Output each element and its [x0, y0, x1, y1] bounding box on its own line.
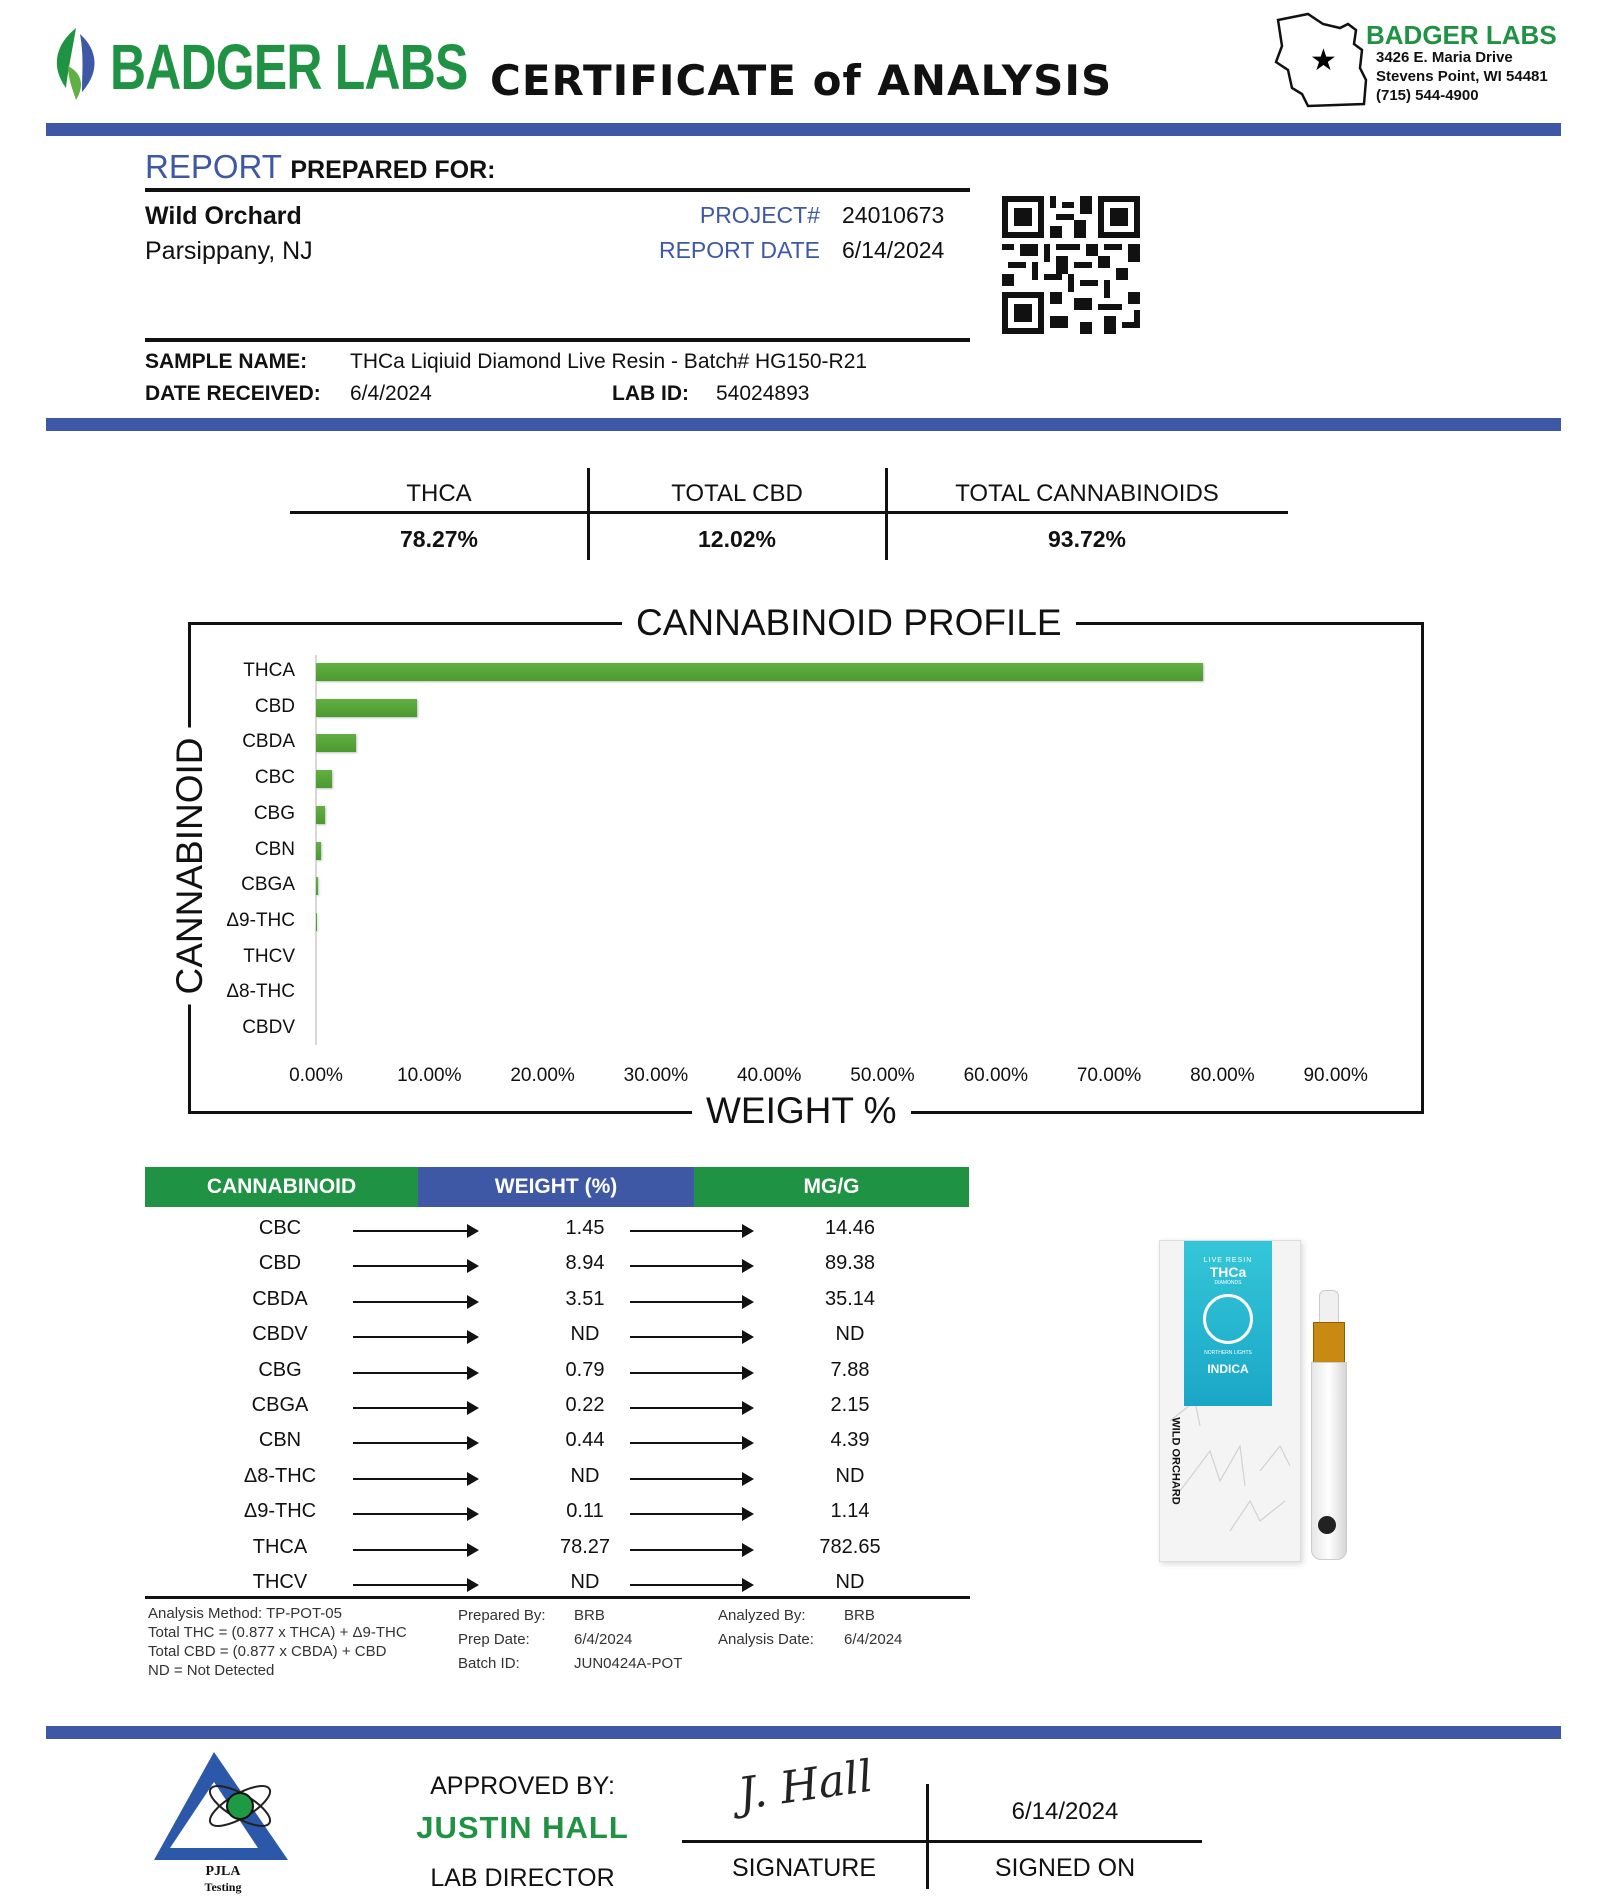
mgg-cell: 35.14: [824, 1287, 876, 1310]
chart-tick-label: 20.00%: [510, 1065, 575, 1086]
cannabinoid-cell: CBN: [258, 1429, 302, 1452]
mgg-cell: 14.46: [824, 1217, 876, 1239]
chart-tick-label: 0.00%: [289, 1065, 343, 1086]
arrow-icon: [630, 1478, 752, 1480]
table-row: [145, 1459, 965, 1494]
approver-name: JUSTIN HALL: [416, 1810, 629, 1845]
weight-cell: 1.45: [565, 1217, 605, 1239]
prepared-by-value: BRB: [574, 1607, 605, 1624]
report-rule-bottom: [145, 338, 970, 342]
summary-label: TOTAL CANNABINOIDS: [955, 480, 1219, 507]
box-strain: NORTHERN LIGHTS: [1204, 1350, 1252, 1356]
signature-vrule: [926, 1784, 929, 1889]
table-row: [145, 1353, 965, 1388]
badger-labs-logo: [46, 26, 468, 103]
project-label: PROJECT#: [699, 202, 820, 228]
analysis-date-label: Analysis Date:: [718, 1631, 814, 1648]
qr-code[interactable]: [1002, 196, 1140, 334]
arrow-icon: [353, 1265, 477, 1267]
summary-table: [290, 468, 1288, 560]
summary-value: 93.72%: [1047, 526, 1126, 552]
signed-on-value: 6/14/2024: [1011, 1798, 1119, 1825]
chart-x-axis-label: WEIGHT %: [692, 1090, 911, 1132]
mgg-cell: 89.38: [824, 1252, 876, 1275]
mgg-cell: 4.39: [830, 1429, 870, 1452]
chart-tick-label: 70.00%: [1076, 1065, 1142, 1086]
chart-category-label: CBG: [253, 802, 295, 824]
lab-address-1: 3426 E. Maria Drive: [1376, 49, 1513, 66]
weight-cell: ND: [570, 1571, 600, 1593]
prep-values: [574, 1604, 682, 1676]
lab-address-2: Stevens Point, WI 54481: [1376, 68, 1548, 85]
chart-tick-label: 30.00%: [623, 1065, 689, 1086]
summary-col-thca: [290, 468, 588, 560]
approver-title: LAB DIRECTOR: [430, 1864, 615, 1892]
arrow-icon: [630, 1265, 752, 1267]
sample-name-label: SAMPLE NAME:: [145, 350, 308, 373]
summary-col-total-cbd: [588, 468, 886, 560]
chart-category-label: CBD: [254, 695, 295, 717]
pjla-accreditation-icon: [148, 1748, 298, 1868]
chart-tick-label: 90.00%: [1303, 1065, 1368, 1086]
pjla-badge: [148, 1748, 298, 1898]
chart-tick-label: 60.00%: [963, 1065, 1029, 1086]
chart-category-label: CBC: [254, 767, 295, 789]
chart-category-label: Δ9-THC: [226, 909, 295, 931]
product-image: [1155, 1238, 1365, 1568]
total-cbd-formula: Total CBD = (0.877 x CBDA) + CBD: [148, 1643, 387, 1660]
project-value: 24010673: [842, 202, 945, 228]
table-row: [145, 1423, 965, 1458]
product-box: [1159, 1240, 1301, 1562]
chart-bar: [316, 663, 1203, 681]
arrow-icon: [630, 1407, 752, 1409]
summary-hrule: [290, 511, 1288, 514]
box-emblem-icon: [1203, 1294, 1253, 1344]
chart-category-label: CBDV: [242, 1017, 295, 1038]
summary-vrule-2: [885, 468, 888, 560]
cannabinoid-cell: THCA: [252, 1535, 308, 1558]
arrow-icon: [353, 1372, 477, 1374]
prepared-by-label: Prepared By:: [458, 1607, 546, 1624]
summary-label: THCA: [406, 480, 472, 507]
summary-vrule-1: [587, 468, 590, 560]
prep-date-value: 6/4/2024: [574, 1631, 633, 1648]
chart-tick-label: 40.00%: [736, 1065, 802, 1086]
chart-bar: [316, 842, 321, 860]
client-name: Wild Orchard: [145, 202, 302, 230]
pen-cartridge: [1313, 1322, 1345, 1364]
arrow-icon: [353, 1478, 477, 1480]
client-location: Parsippany, NJ: [145, 237, 313, 265]
logo-text: BADGER LABS: [110, 31, 468, 103]
summary-value: 12.02%: [697, 526, 776, 552]
pen-logo-icon: [1318, 1516, 1336, 1534]
chart-y-axis-label: CANNABINOID: [169, 728, 211, 1005]
mgg-cell: ND: [835, 1571, 865, 1593]
mgg-cell: ND: [835, 1323, 865, 1346]
wisconsin-map-icon: [1268, 10, 1374, 110]
signature-label: SIGNATURE: [732, 1854, 876, 1882]
summary-col-total-cannabinoids: [886, 468, 1288, 560]
total-thc-formula: Total THC = (0.877 x THCA) + Δ9-THC: [148, 1624, 407, 1641]
arrow-icon: [630, 1301, 752, 1303]
arrow-icon: [353, 1407, 477, 1409]
batch-id-label: Batch ID:: [458, 1655, 520, 1672]
chart-category-label: CBN: [254, 838, 295, 860]
cannabinoid-cell: CBDA: [252, 1287, 308, 1310]
mgg-cell: 1.14: [830, 1500, 870, 1523]
box-line1: LIVE RESIN: [1203, 1257, 1253, 1264]
notes-block: [148, 1604, 407, 1680]
chart-category-label: THCA: [243, 660, 295, 681]
approved-by-label: APPROVED BY:: [430, 1772, 615, 1800]
mgg-cell: 7.88: [830, 1358, 870, 1381]
chart-tick-label: 80.00%: [1190, 1065, 1255, 1086]
lab-id-label: LAB ID:: [612, 382, 689, 405]
cannabinoid-cell: CBG: [258, 1358, 302, 1381]
box-type: INDICA: [1207, 1362, 1249, 1376]
report-word: REPORT: [145, 148, 282, 185]
analysis-method: Analysis Method: TP-POT-05: [148, 1605, 342, 1622]
chart-category-label: CBGA: [241, 874, 295, 896]
chart-bar: [316, 770, 332, 788]
footer-divider: [46, 1726, 1561, 1739]
lab-name: BADGER LABS: [1366, 20, 1557, 50]
analysis-values: [844, 1604, 902, 1652]
table-bottom-rule: [145, 1596, 970, 1599]
arrow-icon: [630, 1336, 752, 1338]
arrow-icon: [630, 1549, 752, 1551]
mgg-cell: 782.65: [819, 1535, 881, 1558]
table-row: [145, 1388, 965, 1423]
table-row: [145, 1211, 965, 1246]
vape-pen: [1309, 1290, 1347, 1560]
pjla-text: PJLA: [205, 1864, 241, 1879]
pjla-sub: Testing: [204, 1880, 242, 1894]
arrow-icon: [630, 1230, 752, 1232]
arrow-icon: [353, 1230, 477, 1232]
page-title: CERTIFICATE of ANALYSIS: [490, 56, 1113, 105]
analysis-date-value: 6/4/2024: [844, 1631, 903, 1648]
weight-cell: 0.79: [565, 1358, 605, 1381]
prep-date-label: Prep Date:: [458, 1631, 530, 1648]
prep-labels: [458, 1604, 546, 1676]
report-heading: [145, 148, 495, 186]
mgg-cell: 2.15: [830, 1394, 870, 1416]
arrow-icon: [630, 1584, 752, 1586]
weight-cell: 0.11: [566, 1500, 604, 1523]
weight-cell: 8.94: [565, 1252, 605, 1275]
analysis-labels: [718, 1604, 814, 1652]
cannabinoid-cell: CBC: [258, 1217, 302, 1239]
chart-category-label: Δ8-THC: [226, 981, 295, 1003]
cannabinoid-cell: CBD: [258, 1252, 302, 1275]
chart-bar: [316, 877, 318, 895]
chart-title: CANNABINOID PROFILE: [622, 602, 1076, 644]
signature-hrule: [682, 1840, 1202, 1843]
lab-id-value: 54024893: [716, 382, 810, 405]
weight-cell: 78.27: [559, 1535, 611, 1558]
chart-bar: [316, 699, 417, 717]
analyzed-by-label: Analyzed By:: [718, 1607, 806, 1624]
report-date-label: REPORT DATE: [658, 237, 820, 263]
mgg-cell: ND: [835, 1464, 865, 1487]
cannabinoid-cell: Δ9-THC: [243, 1500, 317, 1523]
chart-frame: [188, 622, 1424, 1114]
arrow-icon: [353, 1584, 477, 1586]
weight-cell: 0.44: [565, 1429, 605, 1452]
arrow-icon: [353, 1336, 477, 1338]
table-header-mgg: MG/G: [694, 1167, 969, 1207]
sample-name-value: THCa Liqiuid Diamond Live Resin - Batch# HG150-R21: [350, 350, 868, 373]
table-row: [145, 1494, 965, 1529]
chart-category-label: CBDA: [242, 731, 295, 753]
signed-on-label: SIGNED ON: [994, 1854, 1136, 1882]
pen-tip: [1319, 1290, 1339, 1324]
summary-value: 78.27%: [399, 526, 478, 552]
box-line3: DIAMONDS: [1214, 1280, 1242, 1286]
chart-bar: [316, 806, 325, 824]
report-rule-top: [145, 188, 970, 192]
cannabinoid-cell: CBGA: [251, 1394, 309, 1416]
arrow-icon: [353, 1513, 477, 1515]
chart-category-label: THCV: [243, 945, 295, 967]
table-row: [145, 1530, 965, 1565]
table-row: [145, 1317, 965, 1352]
cannabinoid-cell: CBDV: [252, 1323, 308, 1346]
analyzed-by-value: BRB: [844, 1607, 875, 1624]
product-label-panel: [1184, 1241, 1272, 1406]
chart-tick-label: 50.00%: [850, 1065, 915, 1086]
batch-id-value: JUN0424A-POT: [574, 1655, 683, 1672]
arrow-icon: [630, 1513, 752, 1515]
summary-label: TOTAL CBD: [671, 480, 803, 507]
sample-divider: [46, 418, 1561, 431]
weight-cell: 0.22: [565, 1394, 605, 1416]
chart-tick-label: 10.00%: [397, 1065, 462, 1086]
report-date-value: 6/14/2024: [842, 237, 945, 263]
signature-script: J. Hall: [735, 1750, 876, 1821]
weight-cell: ND: [570, 1323, 600, 1346]
arrow-icon: [630, 1442, 752, 1444]
lab-phone: (715) 544-4900: [1376, 87, 1479, 104]
leaf-logo-icon: [46, 26, 102, 102]
nd-legend: ND = Not Detected: [148, 1662, 275, 1679]
date-received-label: DATE RECEIVED:: [145, 382, 321, 405]
weight-cell: ND: [570, 1464, 600, 1487]
table-row: [145, 1565, 965, 1600]
box-line2: THCa: [1209, 1264, 1247, 1280]
arrow-icon: [353, 1301, 477, 1303]
chart-bar: [316, 734, 356, 752]
weight-cell: 3.51: [565, 1287, 605, 1310]
svg-text:★: ★: [1310, 43, 1337, 78]
header-divider: [46, 123, 1561, 136]
table-row: [145, 1282, 965, 1317]
cannabinoid-cell: THCV: [252, 1571, 308, 1593]
box-brand: WILD ORCHARD: [1169, 1417, 1182, 1505]
arrow-icon: [630, 1372, 752, 1374]
table-row: [145, 1246, 965, 1281]
cannabinoid-cell: Δ8-THC: [243, 1464, 317, 1487]
prepared-for-label: PREPARED FOR:: [290, 156, 496, 184]
chart-bar: [316, 913, 317, 931]
table-header-weight: WEIGHT (%): [418, 1167, 694, 1207]
table-header-cannabinoid: CANNABINOID: [145, 1167, 418, 1207]
arrow-icon: [353, 1549, 477, 1551]
date-received-value: 6/4/2024: [350, 382, 432, 405]
arrow-icon: [353, 1442, 477, 1444]
